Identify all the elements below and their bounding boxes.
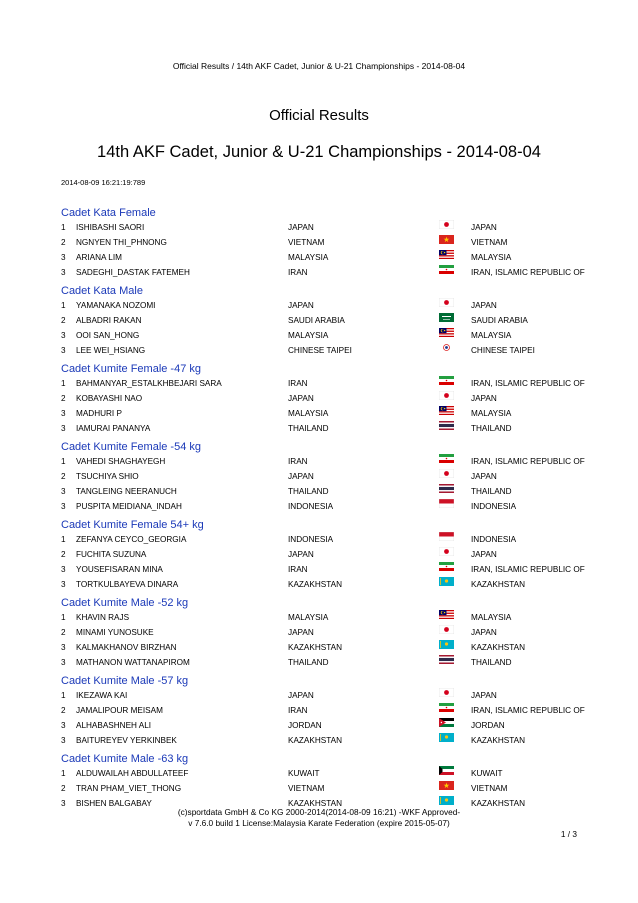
category-block	[61, 363, 601, 436]
rank-cell: 1	[61, 379, 66, 388]
rank-cell: 1	[61, 301, 66, 310]
country-full-name: JAPAN	[471, 472, 497, 481]
championship-title: 14th AKF Cadet, Junior & U-21 Championships - 2014-08-04	[97, 143, 541, 161]
country-full-name: JAPAN	[471, 550, 497, 559]
iran-flag-icon	[439, 454, 454, 463]
iran-flag-icon	[439, 703, 454, 712]
country-full-name: THAILAND	[471, 424, 512, 433]
country-cell: KAZAKHSTAN	[288, 736, 342, 745]
country-cell: JAPAN	[288, 472, 314, 481]
country-cell: MALAYSIA	[288, 613, 329, 622]
country-full-name: IRAN, ISLAMIC REPUBLIC OF	[471, 706, 585, 715]
iran-flag-icon	[439, 562, 454, 571]
rank-cell: 3	[61, 565, 66, 574]
rank-cell: 2	[61, 706, 66, 715]
country-cell: IRAN	[288, 565, 308, 574]
category-block	[61, 753, 601, 811]
country-full-name: JORDAN	[471, 721, 505, 730]
country-full-name: JAPAN	[471, 628, 497, 637]
athlete-name: JAMALIPOUR MEISAM	[76, 706, 163, 715]
country-full-name: JAPAN	[471, 691, 497, 700]
thailand-flag-icon	[439, 655, 454, 664]
country-cell: INDONESIA	[288, 535, 334, 544]
result-row	[61, 655, 601, 670]
rank-cell: 2	[61, 472, 66, 481]
country-cell: KAZAKHSTAN	[288, 643, 342, 652]
country-cell: IRAN	[288, 457, 308, 466]
result-row	[61, 454, 601, 469]
country-cell: KUWAIT	[288, 769, 320, 778]
jordan-flag-icon	[439, 718, 454, 727]
rank-cell: 3	[61, 736, 66, 745]
vietnam-flag-icon	[439, 781, 454, 790]
country-cell: IRAN	[288, 379, 308, 388]
country-full-name: VIETNAM	[471, 784, 508, 793]
country-cell: JAPAN	[288, 628, 314, 637]
country-full-name: IRAN, ISLAMIC REPUBLIC OF	[471, 268, 585, 277]
country-full-name: KAZAKHSTAN	[471, 736, 525, 745]
athlete-name: KHAVIN RAJS	[76, 613, 130, 622]
athlete-name: YAMANAKA NOZOMI	[76, 301, 156, 310]
country-cell: THAILAND	[288, 658, 329, 667]
japan-flag-icon	[439, 625, 454, 634]
rank-cell: 1	[61, 535, 66, 544]
country-full-name: VIETNAM	[471, 238, 508, 247]
rank-cell: 3	[61, 253, 66, 262]
athlete-name: YOUSEFISARAN MINA	[76, 565, 163, 574]
saudi-arabia-flag-icon	[439, 313, 454, 322]
athlete-name: MADHURI P	[76, 409, 122, 418]
rank-cell: 2	[61, 628, 66, 637]
country-full-name: INDONESIA	[471, 502, 517, 511]
result-row	[61, 391, 601, 406]
rank-cell: 2	[61, 394, 66, 403]
category-block	[61, 207, 601, 280]
result-row	[61, 625, 601, 640]
country-full-name: MALAYSIA	[471, 613, 512, 622]
result-row	[61, 265, 601, 280]
rank-cell: 2	[61, 784, 66, 793]
rank-cell: 2	[61, 238, 66, 247]
running-header: Official Results / 14th AKF Cadet, Junior & U-21 Championships - 2014-08-04	[172, 61, 466, 71]
country-cell: JAPAN	[288, 691, 314, 700]
rank-cell: 3	[61, 721, 66, 730]
result-row	[61, 562, 601, 577]
athlete-name: BISHEN BALGABAY	[76, 799, 152, 808]
category-block	[61, 519, 601, 592]
result-row	[61, 421, 601, 436]
country-cell: IRAN	[288, 706, 308, 715]
country-cell: JORDAN	[288, 721, 322, 730]
result-row	[61, 499, 601, 514]
country-full-name: IRAN, ISLAMIC REPUBLIC OF	[471, 565, 585, 574]
japan-flag-icon	[439, 391, 454, 400]
category-block	[61, 285, 601, 358]
country-cell: IRAN	[288, 268, 308, 277]
category-block	[61, 597, 601, 670]
athlete-name: IKEZAWA KAI	[76, 691, 128, 700]
athlete-name: IAMURAI PANANYA	[76, 424, 151, 433]
japan-flag-icon	[439, 547, 454, 556]
rank-cell: 1	[61, 691, 66, 700]
country-cell: INDONESIA	[288, 502, 334, 511]
athlete-name: ALHABASHNEH ALI	[76, 721, 152, 730]
page-number: 1 / 3	[560, 829, 577, 839]
country-full-name: CHINESE TAIPEI	[471, 346, 535, 355]
result-row	[61, 328, 601, 343]
footer-license: v 7.6.0 build 1 License:Malaysia Karate Federation (expire 2015-05-07)	[188, 818, 450, 828]
japan-flag-icon	[439, 220, 454, 229]
thailand-flag-icon	[439, 421, 454, 430]
result-row	[61, 484, 601, 499]
result-row	[61, 610, 601, 625]
rank-cell: 3	[61, 268, 66, 277]
category-title: Cadet Kumite Female -47 kg	[61, 363, 202, 375]
iran-flag-icon	[439, 265, 454, 274]
athlete-name: LEE WEI_HSIANG	[76, 346, 146, 355]
athlete-name: VAHEDI SHAGHAYEGH	[76, 457, 166, 466]
athlete-name: TSUCHIYA SHIO	[76, 472, 139, 481]
result-row	[61, 733, 601, 748]
results-list	[61, 207, 601, 816]
chinese-taipei-flag-icon	[439, 343, 454, 352]
rank-cell: 1	[61, 769, 66, 778]
result-row	[61, 469, 601, 484]
result-row	[61, 343, 601, 358]
country-cell: THAILAND	[288, 424, 329, 433]
category-title: Cadet Kata Male	[61, 285, 143, 297]
rank-cell: 3	[61, 580, 66, 589]
category-title: Cadet Kumite Male -57 kg	[61, 675, 189, 687]
country-full-name: IRAN, ISLAMIC REPUBLIC OF	[471, 457, 585, 466]
country-cell: MALAYSIA	[288, 253, 329, 262]
category-title: Cadet Kumite Male -52 kg	[61, 597, 189, 609]
result-row	[61, 250, 601, 265]
country-cell: VIETNAM	[288, 238, 325, 247]
rank-cell: 3	[61, 331, 66, 340]
country-full-name: KAZAKHSTAN	[471, 799, 525, 808]
timestamp: 2014-08-09 16:21:19:789	[61, 178, 146, 187]
country-full-name: KAZAKHSTAN	[471, 580, 525, 589]
country-full-name: THAILAND	[471, 658, 512, 667]
country-full-name: MALAYSIA	[471, 331, 512, 340]
result-row	[61, 220, 601, 235]
category-title: Cadet Kata Female	[61, 207, 156, 219]
athlete-name: ZEFANYA CEYCO_GEORGIA	[76, 535, 187, 544]
athlete-name: BAITUREYEV YERKINBEK	[76, 736, 177, 745]
athlete-name: KOBAYASHI NAO	[76, 394, 143, 403]
result-row	[61, 703, 601, 718]
rank-cell: 3	[61, 502, 66, 511]
country-cell: JAPAN	[288, 301, 314, 310]
athlete-name: ALBADRI RAKAN	[76, 316, 142, 325]
rank-cell: 1	[61, 613, 66, 622]
result-row	[61, 640, 601, 655]
malaysia-flag-icon	[439, 610, 454, 619]
kazakhstan-flag-icon	[439, 733, 454, 742]
rank-cell: 3	[61, 643, 66, 652]
japan-flag-icon	[439, 688, 454, 697]
athlete-name: ISHIBASHI SAORI	[76, 223, 145, 232]
country-cell: SAUDI ARABIA	[288, 316, 345, 325]
country-full-name: JAPAN	[471, 223, 497, 232]
kuwait-flag-icon	[439, 766, 454, 775]
country-cell: JAPAN	[288, 550, 314, 559]
rank-cell: 3	[61, 424, 66, 433]
athlete-name: BAHMANYAR_ESTALKHBEJARI SARA	[76, 379, 222, 388]
country-cell: KAZAKHSTAN	[288, 580, 342, 589]
result-row	[61, 235, 601, 250]
indonesia-flag-icon	[439, 532, 454, 541]
country-full-name: KUWAIT	[471, 769, 503, 778]
japan-flag-icon	[439, 298, 454, 307]
country-cell: VIETNAM	[288, 784, 325, 793]
country-cell: JAPAN	[288, 223, 314, 232]
category-block	[61, 441, 601, 514]
athlete-name: MINAMI YUNOSUKE	[76, 628, 154, 637]
result-row	[61, 376, 601, 391]
result-row	[61, 688, 601, 703]
result-row	[61, 766, 601, 781]
kazakhstan-flag-icon	[439, 796, 454, 805]
rank-cell: 2	[61, 316, 66, 325]
rank-cell: 3	[61, 346, 66, 355]
thailand-flag-icon	[439, 484, 454, 493]
result-row	[61, 718, 601, 733]
country-cell: KAZAKHSTAN	[288, 799, 342, 808]
result-row	[61, 313, 601, 328]
footer	[0, 807, 638, 829]
country-full-name: JAPAN	[471, 301, 497, 310]
country-full-name: MALAYSIA	[471, 253, 512, 262]
country-full-name: INDONESIA	[471, 535, 517, 544]
malaysia-flag-icon	[439, 250, 454, 259]
athlete-name: PUSPITA MEIDIANA_INDAH	[76, 502, 182, 511]
athlete-name: KALMAKHANOV BIRZHAN	[76, 643, 177, 652]
rank-cell: 3	[61, 409, 66, 418]
footer-copyright: (c)sportdata GmbH & Co KG 2000-2014(2014-08-09 16:21) -WKF Approved-	[177, 807, 461, 817]
country-full-name: JAPAN	[471, 394, 497, 403]
country-cell: MALAYSIA	[288, 331, 329, 340]
category-block	[61, 675, 601, 748]
category-title: Cadet Kumite Female -54 kg	[61, 441, 202, 453]
result-row	[61, 298, 601, 313]
category-title: Cadet Kumite Male -63 kg	[61, 753, 189, 765]
athlete-name: TRAN PHAM_VIET_THONG	[76, 784, 182, 793]
malaysia-flag-icon	[439, 406, 454, 415]
result-row	[61, 532, 601, 547]
country-cell: CHINESE TAIPEI	[288, 346, 352, 355]
country-full-name: THAILAND	[471, 487, 512, 496]
athlete-name: MATHANON WATTANAPIROM	[76, 658, 190, 667]
kazakhstan-flag-icon	[439, 640, 454, 649]
rank-cell: 3	[61, 799, 66, 808]
athlete-name: TORTKULBAYEVA DINARA	[76, 580, 179, 589]
result-row	[61, 547, 601, 562]
rank-cell: 3	[61, 658, 66, 667]
vietnam-flag-icon	[439, 235, 454, 244]
category-title: Cadet Kumite Female 54+ kg	[61, 519, 204, 531]
athlete-name: FUCHITA SUZUNA	[76, 550, 147, 559]
country-full-name: MALAYSIA	[471, 409, 512, 418]
athlete-name: ARIANA LIM	[76, 253, 122, 262]
country-full-name: IRAN, ISLAMIC REPUBLIC OF	[471, 379, 585, 388]
indonesia-flag-icon	[439, 499, 454, 508]
athlete-name: OOI SAN_HONG	[76, 331, 140, 340]
rank-cell: 2	[61, 550, 66, 559]
kazakhstan-flag-icon	[439, 577, 454, 586]
japan-flag-icon	[439, 469, 454, 478]
athlete-name: TANGLEING NEERANUCH	[76, 487, 177, 496]
malaysia-flag-icon	[439, 328, 454, 337]
athlete-name: ALDUWAILAH ABDULLATEEF	[76, 769, 189, 778]
result-row	[61, 406, 601, 421]
country-cell: MALAYSIA	[288, 409, 329, 418]
country-cell: JAPAN	[288, 394, 314, 403]
result-row	[61, 577, 601, 592]
rank-cell: 1	[61, 223, 66, 232]
page-title: Official Results	[269, 107, 369, 124]
iran-flag-icon	[439, 376, 454, 385]
rank-cell: 1	[61, 457, 66, 466]
result-row	[61, 781, 601, 796]
rank-cell: 3	[61, 487, 66, 496]
athlete-name: SADEGHI_DASTAK FATEMEH	[76, 268, 190, 277]
country-cell: THAILAND	[288, 487, 329, 496]
country-full-name: SAUDI ARABIA	[471, 316, 528, 325]
country-full-name: KAZAKHSTAN	[471, 643, 525, 652]
athlete-name: NGNYEN THI_PHNONG	[76, 238, 167, 247]
